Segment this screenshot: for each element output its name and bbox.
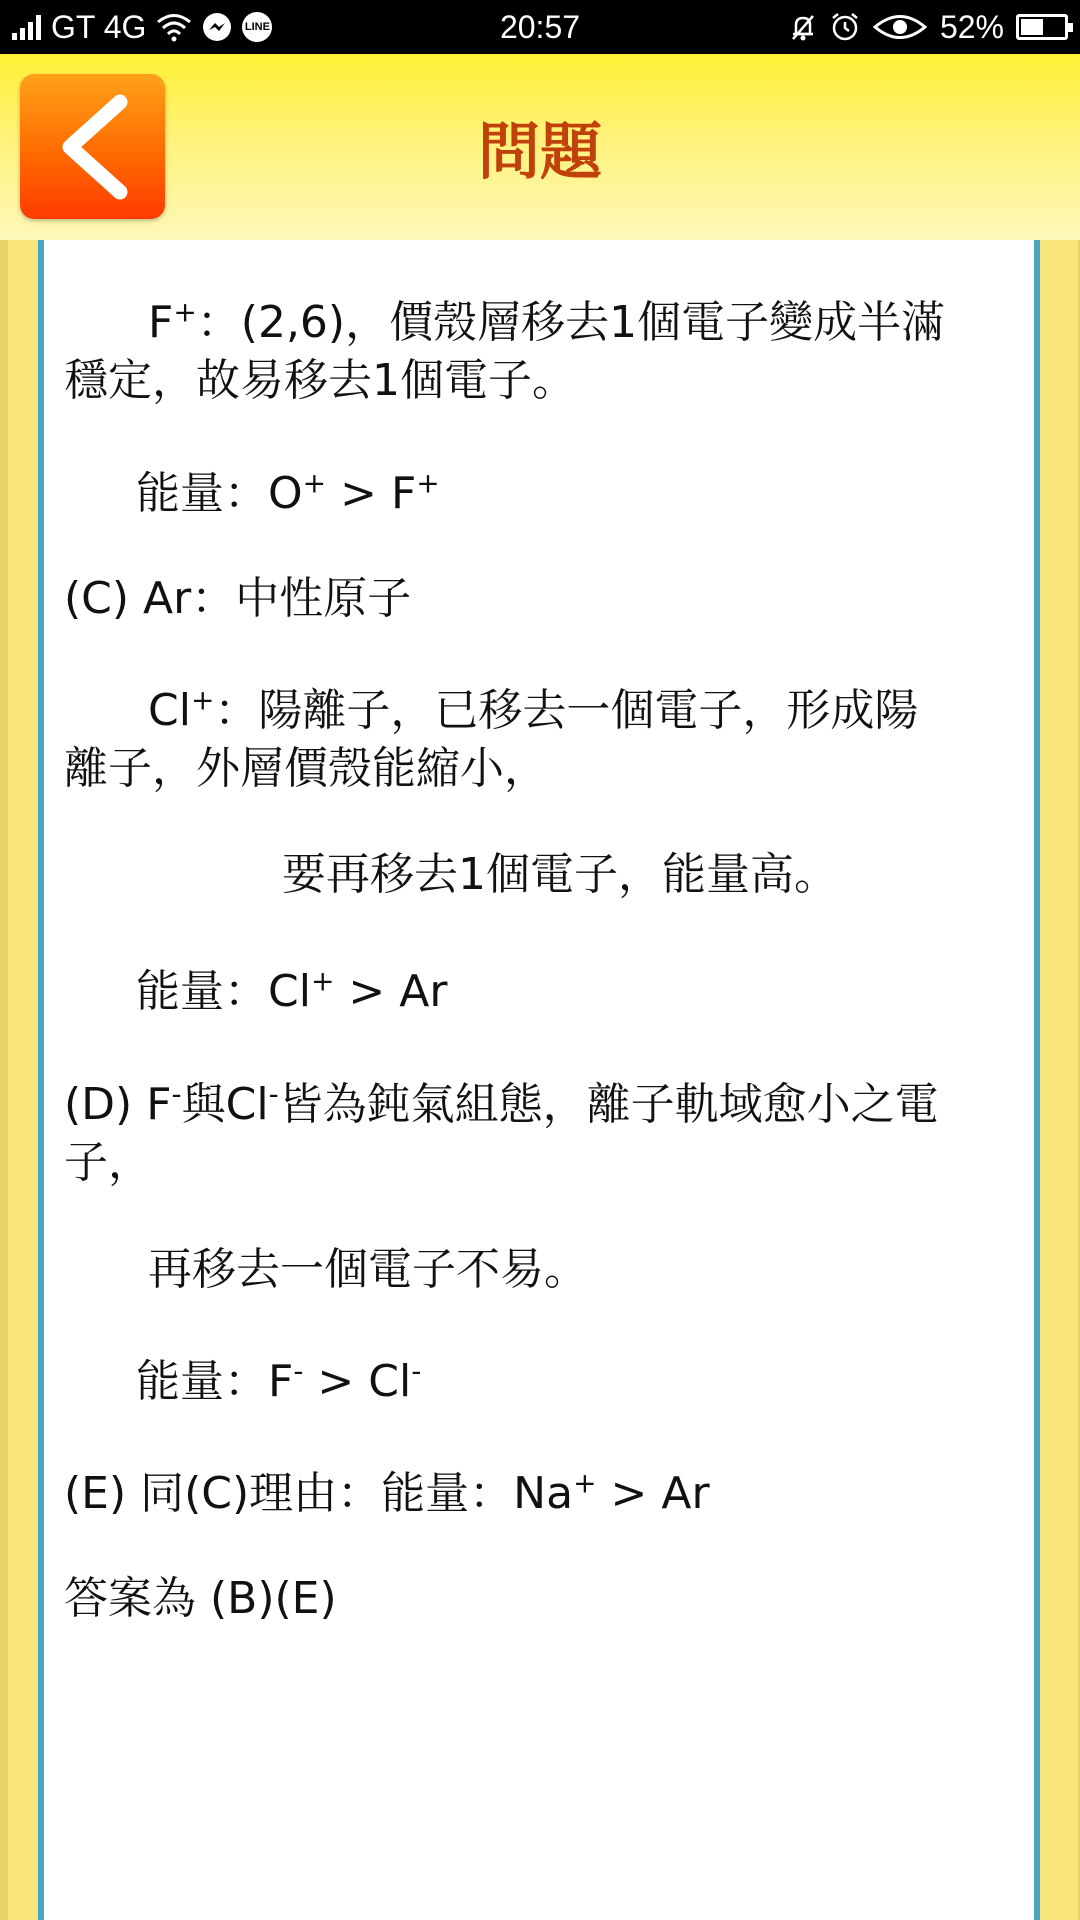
text-run: > Ar <box>596 1468 710 1519</box>
answer-line: 答案為 (B)(E) <box>64 1573 337 1624</box>
text-run: 能量：O <box>136 468 303 519</box>
superscript: + <box>302 466 327 500</box>
carrier-label: GT 4G <box>51 8 147 45</box>
superscript: - <box>411 1354 422 1388</box>
superscript: - <box>268 1077 279 1111</box>
eye-icon <box>872 12 928 42</box>
wifi-icon <box>156 12 192 42</box>
explanation-line: 再移去一個電子不易。 <box>148 1244 588 1295</box>
text-run: Cl <box>148 685 191 736</box>
text-run: 能量：Cl <box>136 966 311 1017</box>
superscript: - <box>171 1077 182 1111</box>
status-bar <box>0 0 1080 54</box>
text-run: > Ar <box>334 966 448 1017</box>
text-run: (E) 同(C)理由：能量：Na <box>64 1468 574 1519</box>
battery-percent: 52% <box>939 8 1004 45</box>
text-run: 與Cl <box>181 1079 269 1130</box>
text-run: 皆為鈍氣組態，離子軌域愈小之電 <box>278 1079 939 1130</box>
explanation-line <box>64 682 1034 740</box>
header-bar <box>0 54 1080 240</box>
text-run: ：(2,6)，價殼層移去1個電子變成半滿 <box>196 297 946 348</box>
explanation-line: 離子，外層價殼能縮小， <box>64 743 548 794</box>
superscript: + <box>310 964 335 998</box>
explanation-line <box>64 465 1034 523</box>
status-right <box>788 0 1068 54</box>
signal-icon <box>12 14 41 40</box>
messenger-icon <box>202 12 232 42</box>
left-frame-border <box>0 240 44 1920</box>
explanation-line: 要再移去1個電子，能量高。 <box>282 849 838 900</box>
superscript: + <box>190 683 215 717</box>
text-run: > Cl <box>303 1356 412 1407</box>
battery-fill <box>1021 19 1043 35</box>
text-run: F <box>148 297 174 348</box>
status-time: 20:57 <box>499 9 581 45</box>
superscript: + <box>573 1466 597 1500</box>
text-run: > F <box>326 468 417 519</box>
superscript: + <box>416 466 440 500</box>
battery-icon <box>1016 14 1068 40</box>
page-title: 問題 <box>477 115 602 188</box>
explanation-line <box>64 1076 1024 1134</box>
answer-explanation <box>44 240 1034 1920</box>
text-run: 能量：F <box>136 1356 294 1407</box>
explanation-line: (C) Ar：中性原子 <box>64 573 412 624</box>
line-app-icon: LINE <box>242 12 272 42</box>
text-run: ：陽離子，已移去一個電子，形成陽 <box>214 685 919 736</box>
superscript: - <box>293 1354 304 1388</box>
explanation-line: 子， <box>64 1137 152 1188</box>
alarm-icon <box>830 12 860 42</box>
explanation-line <box>64 963 1034 1021</box>
status-left <box>12 0 272 54</box>
explanation-line <box>64 1465 1024 1523</box>
explanation-line: 穩定，故易移去1個電子。 <box>64 355 576 406</box>
right-frame-border <box>1034 240 1080 1920</box>
text-run: (D) F <box>64 1079 172 1130</box>
explanation-line <box>64 1353 1034 1411</box>
bell-off-icon <box>788 12 818 42</box>
superscript: + <box>173 295 197 329</box>
explanation-line <box>64 294 1034 352</box>
